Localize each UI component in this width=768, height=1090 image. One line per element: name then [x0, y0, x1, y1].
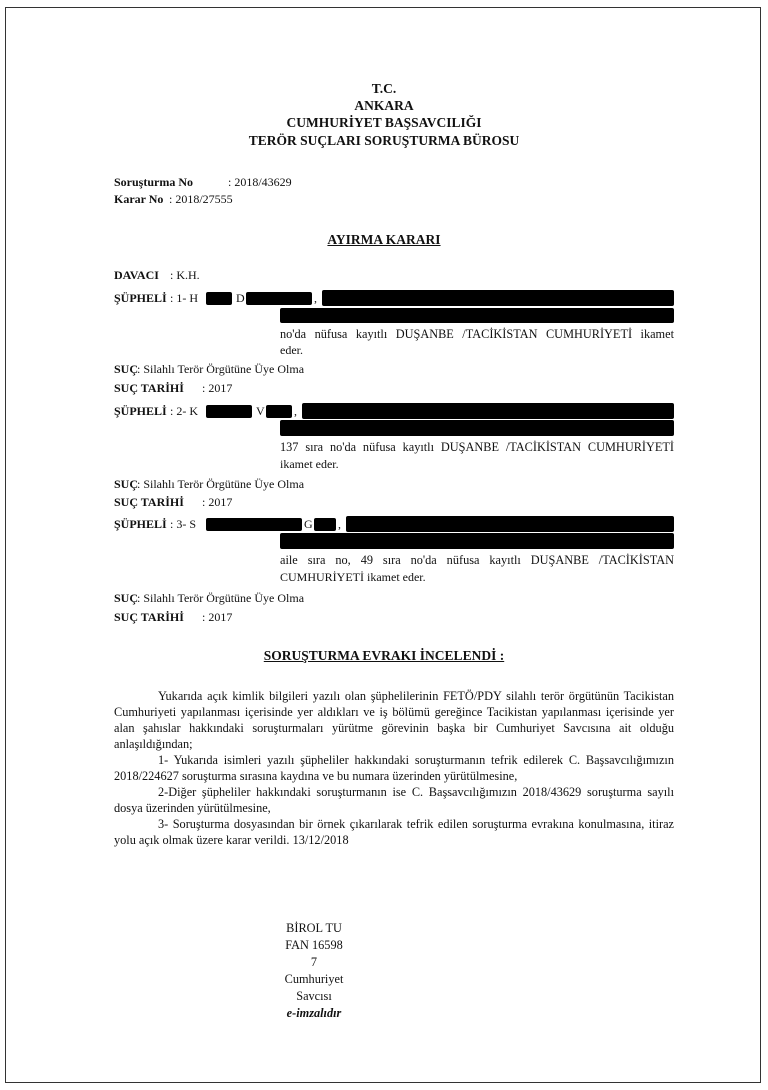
decision-body	[114, 688, 674, 848]
karar-value: : 2018/27555	[169, 192, 233, 206]
suspect-2-prefix: : 2- K	[170, 404, 198, 418]
redaction-bar	[206, 518, 302, 531]
suspect-3-comma: ,	[338, 517, 341, 531]
suspect-1-comma: ,	[314, 291, 317, 305]
suspect-2-mid: V	[256, 404, 265, 418]
suspect-2-tarih-value: : 2017	[202, 495, 233, 509]
suspect-1-line1: no'da nüfusa kayıtlı DUŞANBE /TACİKİSTAN CUMHURİYETİ ikamet	[280, 327, 674, 341]
sorusturma-label: Soruşturma No	[114, 175, 194, 189]
suspect-1-mid: D	[236, 291, 245, 305]
redaction-bar	[206, 292, 232, 305]
redaction-bar	[302, 403, 674, 419]
paragraph-2: 1- Yukarıda isimleri yazılı şüpheliler hakkındaki soruşturmanın tefrik edilerek C. Başsavcılığımızın 2018/224627 soruşturma sırasına kaydına ve bu numara üzerinden yürütülmesine,	[114, 753, 674, 783]
karar-label: Karar No	[114, 192, 164, 206]
section-title: SORUŞTURMA EVRAKI İNCELENDİ :	[263, 648, 505, 663]
redaction-bar	[314, 518, 336, 531]
redaction-bar	[246, 292, 312, 305]
suspect-3-line1: aile sıra no, 49 sıra no'da nüfusa kayıtlı DUŞANBE /TACİKİSTAN	[280, 553, 674, 567]
suspect-1-tarih-value: : 2017	[202, 381, 233, 395]
suspect-2-line1: 137 sıra no'da nüfusa kayıtlı DUŞANBE /TACİKİSTAN CUMHURİYETİ	[280, 440, 674, 454]
suspect-3-tarih-value: : 2017	[202, 610, 233, 624]
redaction-bar	[346, 516, 674, 532]
redaction-bar	[280, 533, 674, 549]
suspect-2-suc-value: : Silahlı Terör Örgütüne Üye Olma	[137, 477, 305, 491]
signature-line-1: BİROL TU	[286, 921, 342, 935]
paragraph-1: Yukarıda açık kimlik bilgileri yazılı olan şüphelilerinin FETÖ/PDY silahlı terör örgütünün Tacikistan Cumhuriyeti yapılanması içerisinde yer aldıkları ve iş bölümü gereğince Tacikistan yapılanması içerisinde yer alan şahıslar hakkındaki soruşturmaları yürütme görevinin başka bir Cumhuriyet Savcısına ait olduğu anlaşıldığından;	[114, 689, 674, 751]
suspect-1-label: ŞÜPHELİ	[114, 291, 167, 305]
suspect-1-suc-value: : Silahlı Terör Örgütüne Üye Olma	[137, 362, 305, 376]
suspect-3-suc-label: SUÇ	[114, 591, 139, 605]
header-office: CUMHURİYET BAŞSAVCILIĞI	[286, 115, 482, 130]
suspect-2-comma: ,	[294, 404, 297, 418]
suspect-2-line2: ikamet eder.	[280, 457, 339, 471]
redaction-bar	[280, 420, 674, 436]
redaction-bar	[206, 405, 252, 418]
suspect-3-label: ŞÜPHELİ	[114, 517, 167, 531]
suspect-3-suc-value: : Silahlı Terör Örgütüne Üye Olma	[137, 591, 305, 605]
redaction-bar	[280, 308, 674, 323]
suspect-3-mid: G	[304, 517, 313, 531]
suspect-1-line2: eder.	[280, 343, 303, 357]
suspect-2-label: ŞÜPHELİ	[114, 404, 167, 418]
paragraph-4: 3- Soruşturma dosyasından bir örnek çıkarılarak tefrik edilen soruşturma evrakına konulmasına, itiraz yolu açık olmak üzere karar verildi. 13/12/2018	[114, 817, 674, 847]
header-tc: T.C.	[371, 81, 397, 96]
signature-line-2: FAN 16598	[285, 938, 343, 952]
sorusturma-value: : 2018/43629	[228, 175, 292, 189]
suspect-2-suc-label: SUÇ	[114, 477, 139, 491]
suspect-1-tarih-label: SUÇ TARİHİ	[114, 381, 184, 395]
signature-line-4: Cumhuriyet	[284, 972, 344, 986]
signature-e-signed: e-imzalıdır	[286, 1006, 342, 1020]
davaci-value: : K.H.	[170, 268, 200, 282]
signature-line-3: 7	[310, 955, 318, 969]
suspect-1-prefix: : 1- H	[170, 291, 198, 305]
suspect-2-tarih-label: SUÇ TARİHİ	[114, 495, 184, 509]
redaction-bar	[266, 405, 292, 418]
suspect-1-suc-label: SUÇ	[114, 362, 139, 376]
header-city: ANKARA	[354, 98, 414, 113]
header-bureau: TERÖR SUÇLARI SORUŞTURMA BÜROSU	[248, 133, 520, 148]
suspect-3-tarih-label: SUÇ TARİHİ	[114, 610, 184, 624]
doc-title: AYIRMA KARARI	[327, 232, 441, 247]
davaci-label: DAVACI	[114, 268, 159, 282]
redaction-bar	[322, 290, 674, 306]
signature-line-5: Savcısı	[296, 989, 332, 1003]
suspect-3-prefix: : 3- S	[170, 517, 197, 531]
paragraph-3: 2-Diğer şüpheliler hakkındaki soruşturmanın ise C. Başsavcılığımızın 2018/43629 soruşturma sayılı dosya üzerinden yürütülmesine,	[114, 785, 674, 815]
suspect-3-line2: CUMHURİYETİ ikamet eder.	[280, 570, 426, 584]
